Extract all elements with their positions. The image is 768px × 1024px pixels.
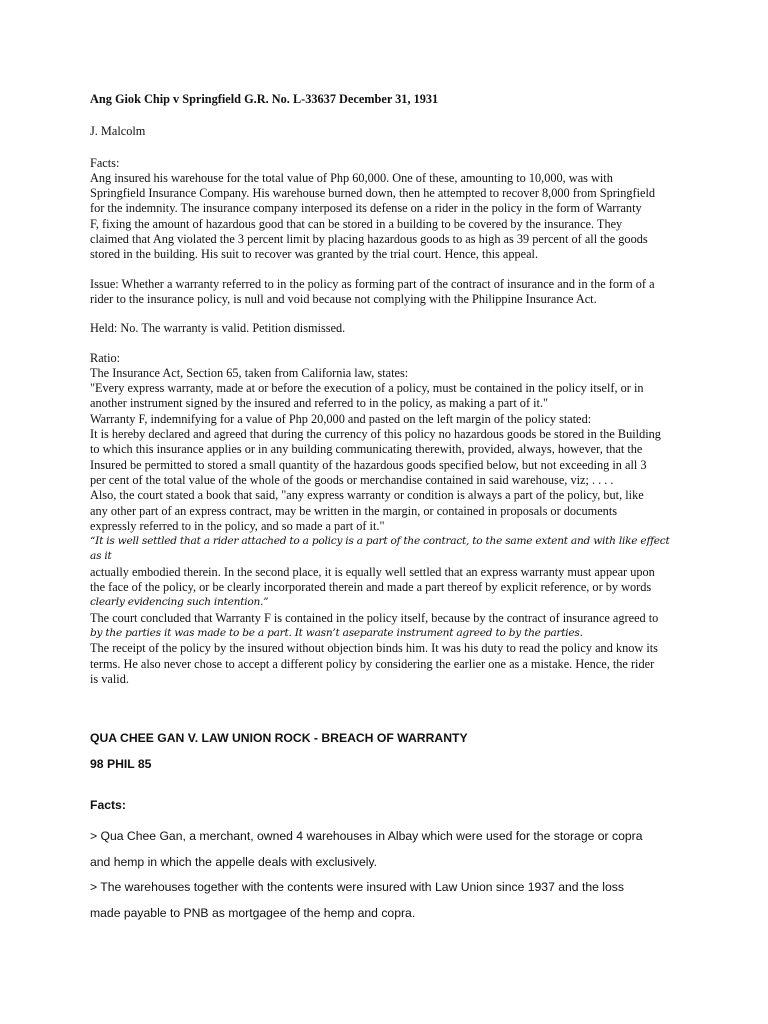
ponente: J. Malcolm	[90, 124, 146, 139]
case-title: Ang Giok Chip v Springfield G.R. No. L-33637 December 31, 1931	[90, 92, 439, 106]
facts-label: Facts:	[90, 798, 126, 812]
receipt-line: is valid.	[90, 671, 129, 686]
facts-line: Springfield Insurance Company. His warehouse burned down, then he attempted to recover 8,000 from Springfield	[90, 186, 656, 201]
ratio-line: to which this insurance applies or in any building communicating therewith, provided, always, however, that the	[90, 442, 643, 457]
ratio-line: Also, the court stated a book that said, "any express warranty or condition is always a part of the policy, but, like	[90, 488, 644, 503]
facts-section	[90, 156, 680, 263]
ratio-line: any other part of an express contract, may be written in the margin, or contained in proposals or documents	[90, 503, 618, 518]
ratio-line: Warranty F, indemnifying for a value of Php 20,000 and pasted on the left margin of the policy stated:	[90, 411, 592, 426]
spacer	[90, 263, 680, 277]
issue-section	[90, 277, 680, 308]
fact-bullet-line: > The warehouses together with the contents were insured with Law Union since 1937 and the loss	[90, 880, 624, 894]
facts-line: Ang insured his warehouse for the total value of Php 60,000. One of these, amounting to 10,000, was with	[90, 170, 613, 185]
ratio-line: expressly referred to in the policy, and so made a part of it."	[90, 518, 385, 533]
fact-bullet-line: and hemp in which the appelle deals with exclusively.	[90, 854, 378, 869]
quoted-ruling-line: clearly evidencing such intention.”	[90, 596, 269, 609]
facts-line: for the indemnity. The insurance company interposed its defense on a rider in the policy in the form of Warranty	[90, 201, 642, 216]
ratio-line: "Every express warranty, made at or before the execution of a policy, must be contained in the policy itself, or in	[90, 381, 644, 396]
ratio-line: It is hereby declared and agreed that during the currency of this policy no hazardous goods be stored in the Building	[90, 427, 661, 442]
ratio-section	[90, 351, 680, 688]
facts-label: Facts:	[90, 155, 120, 170]
fact-bullet-line: > Qua Chee Gan, a merchant, owned 4 warehouses in Albay which were used for the storage or copra	[90, 829, 643, 843]
fact-bullet	[90, 875, 690, 926]
case-ang-giok-chip	[90, 92, 680, 687]
ratio-line: Insured be permitted to stored a small quantity of the hazardous goods specified below, but not exceeding in all 3	[90, 457, 647, 472]
issue-line: rider to the insurance policy, is null and void because not complying with the Philippine Insurance Act.	[90, 291, 597, 306]
receipt-line: The receipt of the policy by the insured without objection binds him. It was his duty to read the policy and know its	[90, 641, 658, 656]
quoted-ruling-line: actually embodied therein. In the second place, it is equally well settled that an express warranty must appear upon	[90, 564, 655, 579]
ratio-line: per cent of the total value of the whole of the goods or merchandise contained in said warehouse, viz; . . . .	[90, 472, 614, 487]
case-heading: QUA CHEE GAN V. LAW UNION ROCK - BREACH OF WARRANTY	[90, 731, 468, 745]
receipt-line: terms. He also never chose to accept a different policy by considering the earlier one as a mistake. Hence, the rider	[90, 656, 655, 671]
quoted-ruling-line: “It is well settled that a rider attached to a policy is a part of the contract, to the same extent and with like effect as it	[90, 535, 670, 563]
spacer	[90, 307, 680, 321]
quoted-ruling-line: the face of the policy, or be clearly incorporated therein and made a part thereof by explicit reference, or by words	[90, 580, 652, 595]
ratio-label: Ratio:	[90, 350, 121, 365]
conclusion-line: The court concluded that Warranty F is contained in the policy itself, because by the contract of insurance agreed to	[90, 610, 659, 625]
held-text: Held: No. The warranty is valid. Petition dismissed.	[90, 321, 346, 336]
fact-bullet-line: made payable to PNB as mortgagee of the hemp and copra.	[90, 905, 416, 920]
spacer	[90, 337, 680, 351]
fact-bullet	[90, 824, 690, 875]
facts-line: stored in the building. His suit to recover was granted by the trial court. Hence, this appeal.	[90, 247, 539, 262]
issue-line: Issue: Whether a warranty referred to in the policy as forming part of the contract of insurance and in the form of a	[90, 276, 655, 291]
case-qua-chee-gan	[90, 731, 690, 926]
conclusion-line: by the parties it was made to be a part. It wasn’t aseparate instrument agreed to by the parties.	[90, 626, 583, 639]
ratio-line: another instrument signed by the insured and referred to in the policy, as making a part of it."	[90, 396, 549, 411]
facts-line: claimed that Ang violated the 3 percent limit by placing hazardous goods to as high as 39 percent of all the goods	[90, 232, 648, 247]
case-citation: 98 PHIL 85	[90, 757, 152, 771]
facts-line: F, fixing the amount of hazardous good that can be stored in a building to be covered by the insurance. They	[90, 216, 623, 231]
ratio-line: The Insurance Act, Section 65, taken from California law, states:	[90, 365, 409, 380]
